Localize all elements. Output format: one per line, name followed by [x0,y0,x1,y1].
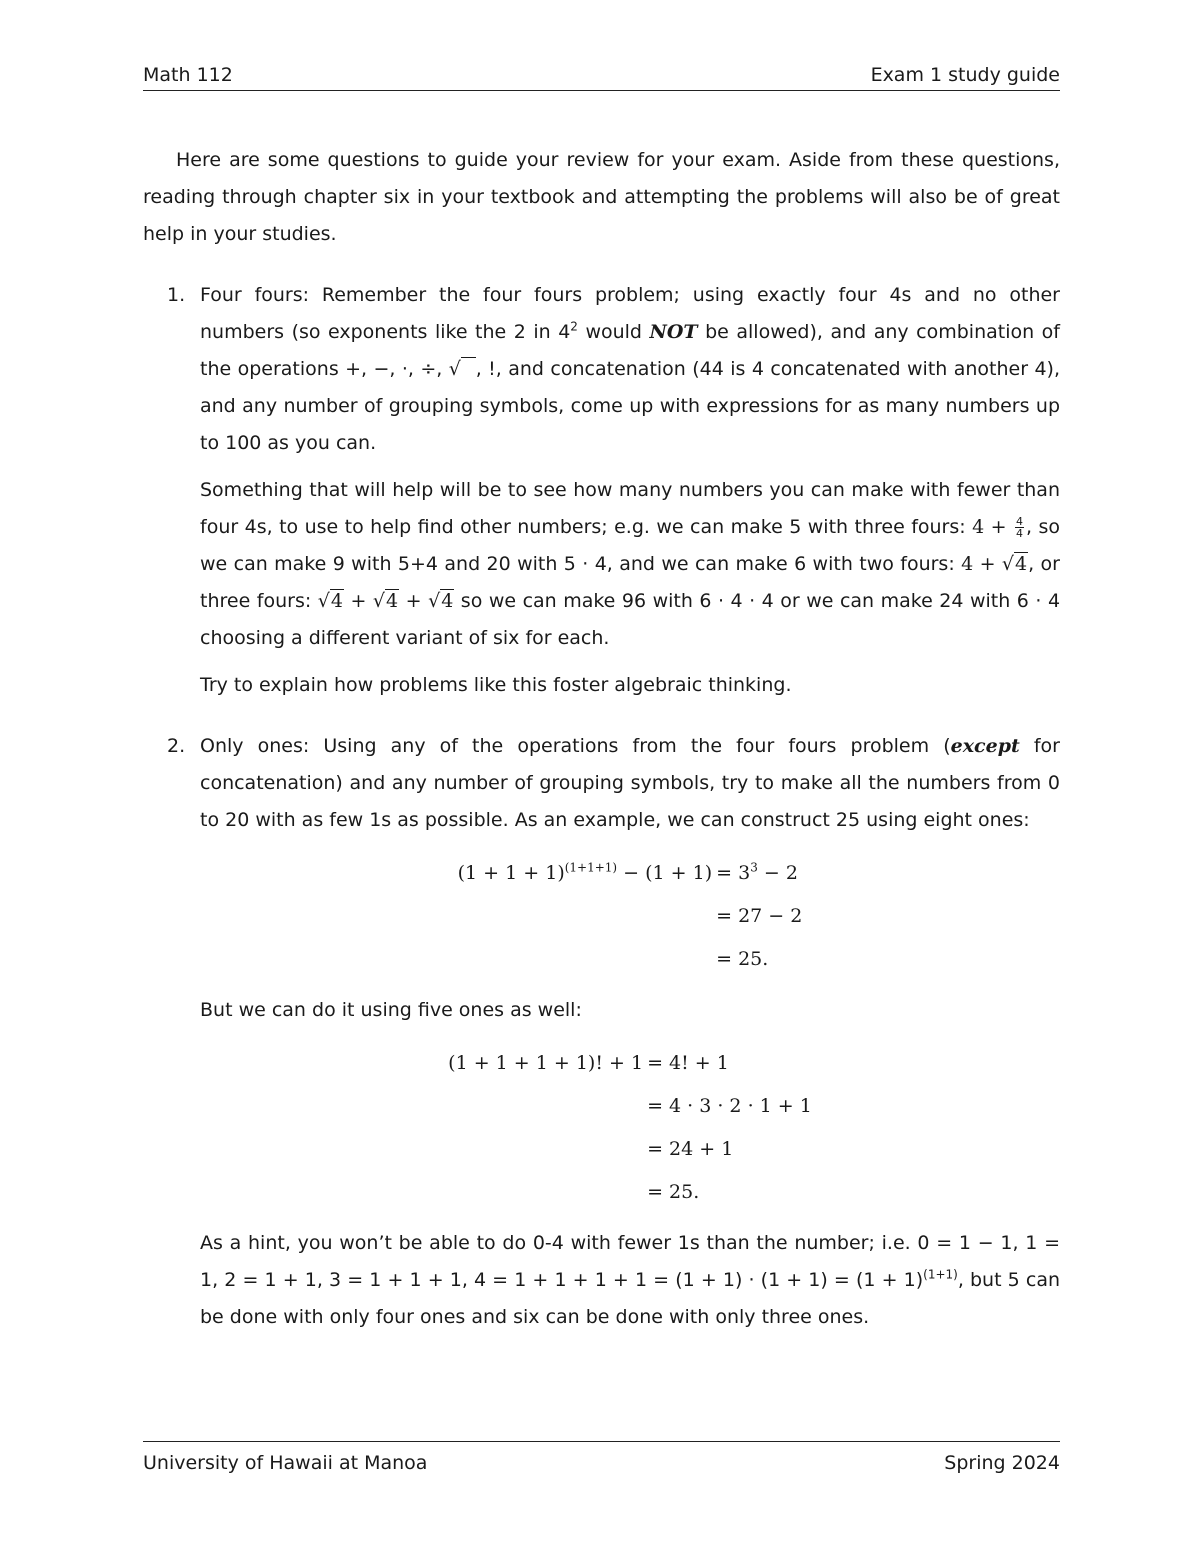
sqrt-expression: √4 [1001,553,1028,575]
institution-label: University of Hawaii at Manoa [143,1452,428,1474]
question-1-statement: Four fours: Remember the four fours problem; using exactly four 4s and no other numbers (so exponents like the 2 in $4^2$ would NOT be allowed), and any combination of the operations +, −, ·, ÷, √ , !, and concatenation (44 is 4 concatenated with another 4), and any number of grouping symbols, come up with expressions for as many numbers up to 100 as you can. [200,284,1060,454]
question-2-statement: Only ones: Using any of the operations from the four fours problem (except for concatenation) and any number of grouping symbols, try to make all the numbers from 0 to 20 with as few 1s as possible. As an example, we can construct 25 using eight ones: [200,735,1060,831]
sqrt-expression: √4 [317,590,343,612]
fraction: $\frac{4}{4}$ [1016,515,1023,540]
document-body [143,142,1060,1336]
sqrt-symbol: √ [449,357,476,380]
equation-step: = 4 · 3 · 2 · 1 + 1 [647,1095,812,1117]
document-title: Exam 1 study guide [870,64,1060,86]
equation-eight-ones [200,855,1060,978]
question-1-prompt: Try to explain how problems like this foster algebraic thinking. [200,674,792,696]
equation-step: = 4! + 1 [647,1052,729,1074]
emphasis-except: except [950,735,1020,757]
page-footer [143,1441,1060,1474]
question-1-hint: Something that will help will be to see how many numbers you can make with fewer than four 4s, to use to help find other numbers; e.g. we can make 5 with three fours: 4 + $\frac{4}{4}$ , so we can make 9 with 5+4 and 20 with 5 · 4, and we can make 6 with two fours: 4 + √4, or three fours: √4 + √4 + √4 so we can make 96 with 6 · 4 · 4 or we can make 24 with 6 · 4 choosing a different variant of six for each. [200,479,1061,649]
equation-lhs: (1 + 1 + 1 + 1)! + 1 [448,1052,644,1074]
equation-step: = 25. [647,1181,700,1203]
question-1 [143,277,1060,704]
equation-step: = 24 + 1 [647,1138,734,1160]
question-2-hint: As a hint, you won’t be able to do 0-4 with fewer 1s than the number; i.e. 0 = 1 − 1, 1 = 1, 2 = 1 + 1, 3 = 1 + 1 + 1, $4 = 1 + 1 + 1 + 1 = (1 + 1) \cdot (1 + 1) = (1 + 1)^{(1+1)}$, but 5 can be done with only four ones and six can be done with only three ones. [200,1232,1060,1328]
question-number: 2. [167,735,186,757]
question-2 [143,728,1060,1336]
term-label: Spring 2024 [944,1452,1060,1474]
equation-five-ones [200,1045,1060,1211]
question-number: 1. [167,284,186,306]
page-header [143,62,1060,91]
equation-step: = 27 − 2 [716,905,803,927]
equation-step: = $3^3 - 2$ [716,860,798,884]
sqrt-expression: √4 [372,590,399,612]
intro-paragraph: Here are some questions to guide your review for your exam. Aside from these questions, reading through chapter six in your textbook and attempting the problems will also be of great help in your studies. [143,149,1060,245]
transition-text: But we can do it using five ones as well: [200,999,582,1021]
equation-lhs: $(1 + 1 + 1)^{(1+1+1)} - (1 + 1)$ [457,860,713,884]
sqrt-expression: √4 [428,590,454,612]
course-label: Math 112 [143,64,233,86]
emphasis-not: NOT [649,321,698,343]
equation-step: = 25. [716,948,769,970]
